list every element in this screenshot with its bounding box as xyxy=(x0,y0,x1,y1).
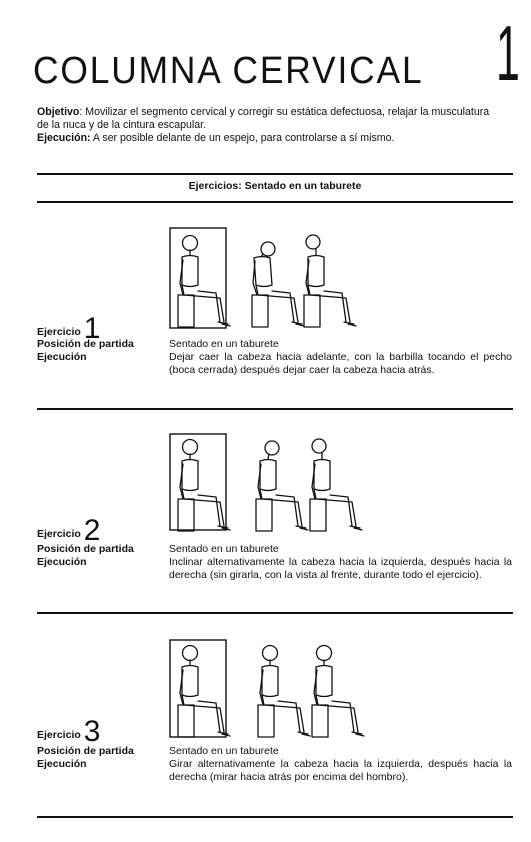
ex2-exec-label: Ejecución xyxy=(37,556,87,568)
ex1-start-text: Sentado en un taburete xyxy=(169,338,279,350)
ex1-frame xyxy=(170,228,226,328)
ex2-figure-tilt-right xyxy=(310,439,362,531)
execution-paragraph xyxy=(37,132,499,145)
ex3-exec-label: Ejecución xyxy=(37,758,87,770)
ex1-exec-label: Ejecución xyxy=(37,351,87,363)
section-title: Ejercicios: Sentado en un taburete xyxy=(188,180,362,192)
ex1-figure-back xyxy=(304,235,356,327)
objective-label: Objetivo xyxy=(37,106,80,118)
ex1-figure-forward xyxy=(252,242,304,327)
ex2-label-text: Ejercicio xyxy=(37,528,81,540)
ex3-start-label: Posición de partida xyxy=(37,745,134,757)
chapter-number: 1 xyxy=(496,9,520,97)
ex2-number: 2 xyxy=(83,514,101,547)
ex3-start-text: Sentado en un taburete xyxy=(169,745,279,757)
ex1-start-label: Posición de partida xyxy=(37,338,134,350)
ex2-start-text: Sentado en un taburete xyxy=(169,543,279,555)
execution-label: Ejecución: xyxy=(37,132,91,144)
ex2-figure-start xyxy=(178,440,230,532)
ex1-label-text: Ejercicio xyxy=(37,326,81,338)
ex1-figure-start xyxy=(178,236,230,328)
ex1-number: 1 xyxy=(83,312,101,345)
intro-block xyxy=(37,106,499,145)
ex3-figure-turn-left xyxy=(258,646,310,738)
ex3-label xyxy=(37,717,100,747)
objective-text: : Movilizar el segmento cervical y corregir su estática defectuosa, relajar la musculatura de la nuca y de la cintura escapular. xyxy=(37,106,490,131)
ex3-figure-turn-right xyxy=(312,646,364,738)
execution-text: A ser posible delante de un espejo, para controlarse a sí mismo. xyxy=(90,132,395,144)
ex3-figure-start xyxy=(178,646,230,738)
ex2-frame xyxy=(170,434,226,530)
ex3-exec-text: Girar alternativamente la cabeza hacia la izquierda, después hacia la derecha (mirar hacia atrás por encima del hombro). xyxy=(169,758,512,783)
ex2-start-label: Posición de partida xyxy=(37,543,134,555)
objective-paragraph xyxy=(37,106,499,132)
page-title: COLUMNA CERVICAL xyxy=(33,50,424,92)
divider-ex1 xyxy=(37,408,513,410)
ex2-exec-text: Inclinar alternativamente la cabeza hacia la izquierda, después hacia la derecha (sin girarla, con la vista al frente, durante todo el ejercicio). xyxy=(169,556,512,581)
ex2-figure-tilt-left xyxy=(256,441,308,531)
ex3-frame xyxy=(170,640,226,737)
ex3-number: 3 xyxy=(83,715,101,748)
ex2-label xyxy=(37,516,100,546)
ex3-label-text: Ejercicio xyxy=(37,729,81,741)
divider-bottom xyxy=(37,816,513,818)
divider-ex2 xyxy=(37,612,513,614)
ex1-exec-text: Dejar caer la cabeza hacia adelante, con la barbilla tocando el pecho (boca cerrada) después dejar caer la cabeza hacia atrás. xyxy=(169,351,512,376)
divider-top xyxy=(37,173,513,175)
divider-section xyxy=(37,201,513,203)
